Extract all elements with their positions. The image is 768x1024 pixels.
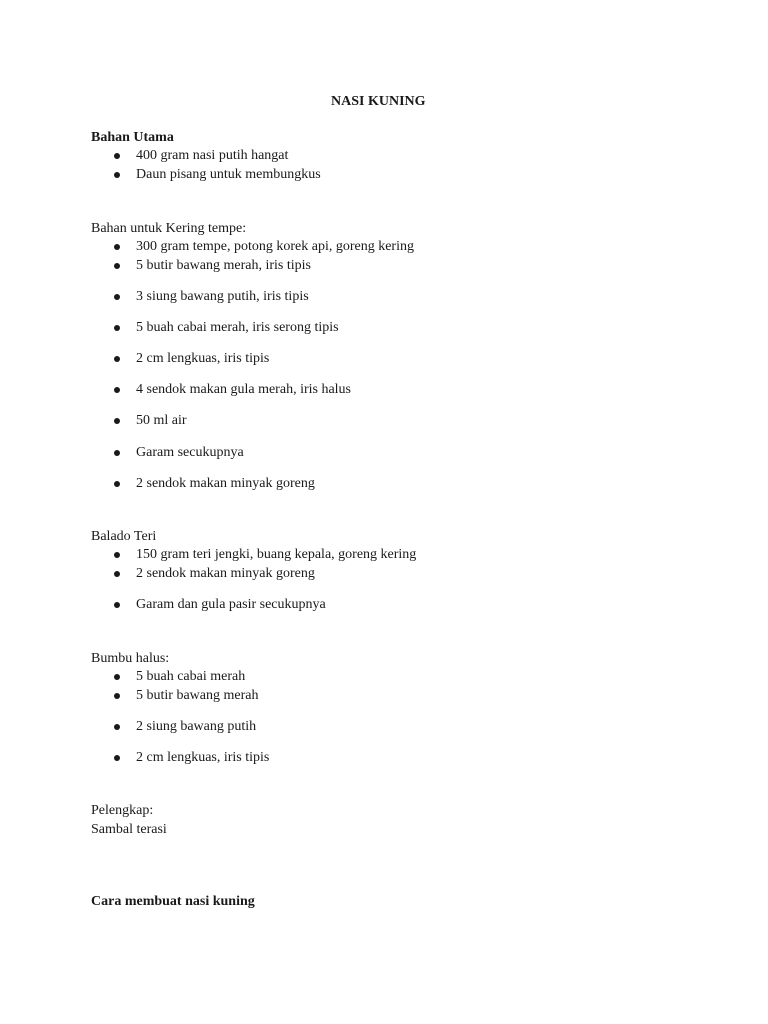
section-heading-pelengkap: Pelengkap: — [91, 803, 154, 818]
list-item: 3 siung bawang putih, iris tipis — [136, 289, 309, 304]
list-item: Daun pisang untuk membungkus — [136, 167, 321, 182]
bullet-icon — [114, 418, 120, 424]
bullet-icon — [114, 450, 120, 456]
list-item: 2 sendok makan minyak goreng — [136, 476, 315, 491]
bullet-icon — [114, 263, 120, 269]
list-item: 2 siung bawang putih — [136, 719, 257, 734]
list-item: 2 cm lengkuas, iris tipis — [136, 750, 270, 765]
bullet-icon — [114, 387, 120, 393]
list-item: 300 gram tempe, potong korek api, goreng kering — [136, 239, 414, 254]
list-item: Garam secukupnya — [136, 445, 244, 460]
bullet-icon — [114, 571, 120, 577]
bullet-icon — [114, 552, 120, 558]
bullet-icon — [114, 356, 120, 362]
bullet-icon — [114, 325, 120, 331]
bullet-icon — [114, 674, 120, 680]
list-item: 4 sendok makan gula merah, iris halus — [136, 382, 352, 397]
list-item: 5 buah cabai merah — [136, 669, 246, 684]
bullet-icon — [114, 172, 120, 178]
list-item: 150 gram teri jengki, buang kepala, goreng kering — [136, 547, 417, 562]
section-heading-balado-teri: Balado Teri — [91, 529, 157, 544]
bullet-icon — [114, 693, 120, 699]
bullet-icon — [114, 294, 120, 300]
document-title: NASI KUNING — [331, 94, 426, 109]
section-heading-cara-membuat: Cara membuat nasi kuning — [91, 894, 255, 909]
section-heading-bumbu-halus: Bumbu halus: — [91, 651, 170, 666]
section-heading-kering-tempe: Bahan untuk Kering tempe: — [91, 221, 247, 236]
list-item: 2 sendok makan minyak goreng — [136, 566, 315, 581]
list-item: 50 ml air — [136, 413, 187, 428]
section-heading-bahan-utama: Bahan Utama — [91, 130, 174, 145]
list-item: 400 gram nasi putih hangat — [136, 148, 289, 163]
bullet-icon — [114, 481, 120, 487]
bullet-icon — [114, 724, 120, 730]
pelengkap-text: Sambal terasi — [91, 822, 167, 837]
list-item: 5 buah cabai merah, iris serong tipis — [136, 320, 339, 335]
list-item: 5 butir bawang merah, iris tipis — [136, 258, 311, 273]
list-item: 2 cm lengkuas, iris tipis — [136, 351, 270, 366]
list-item: 5 butir bawang merah — [136, 688, 259, 703]
bullet-icon — [114, 602, 120, 608]
bullet-icon — [114, 244, 120, 250]
bullet-icon — [114, 153, 120, 159]
bullet-icon — [114, 755, 120, 761]
list-item: Garam dan gula pasir secukupnya — [136, 597, 326, 612]
